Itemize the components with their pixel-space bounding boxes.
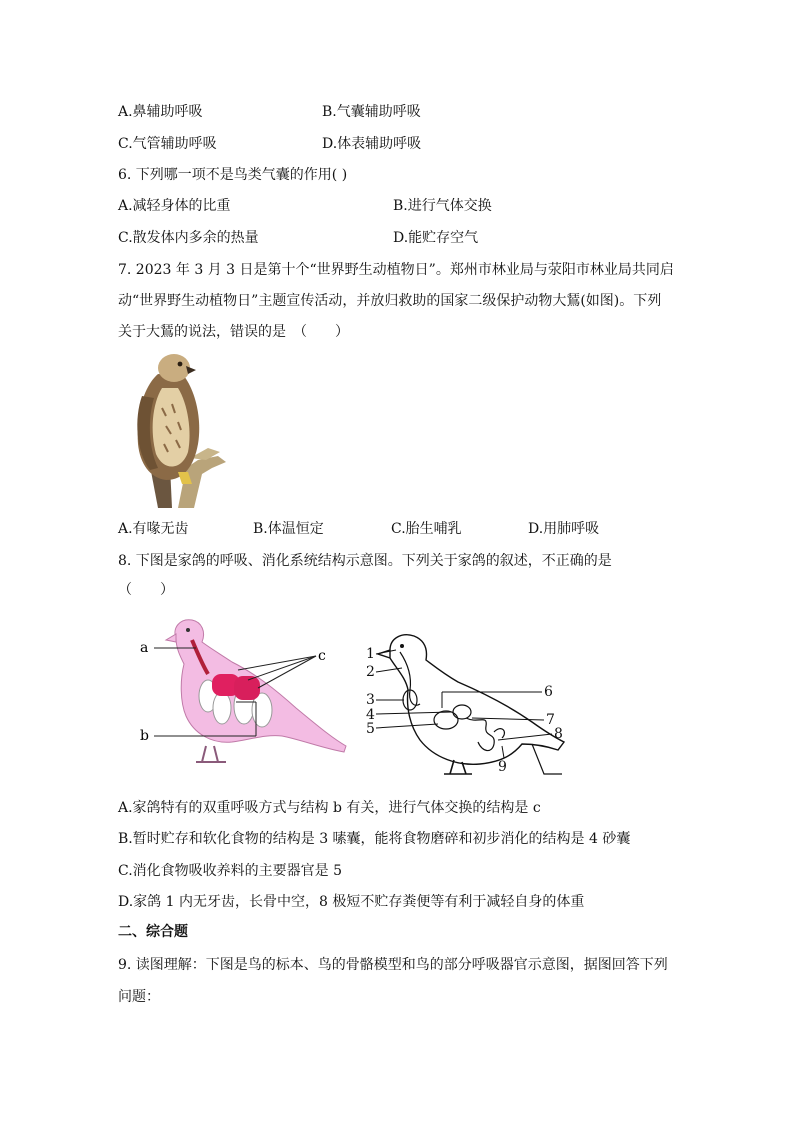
q7-option-a: A.有喙无齿 — [118, 521, 189, 537]
buzzard-image — [128, 348, 236, 508]
fig2-label-7: 7 — [546, 712, 555, 728]
fig2-label-8: 8 — [554, 726, 563, 742]
fig2-label-2: 2 — [366, 664, 375, 680]
fig2-label-4: 4 — [366, 707, 375, 723]
q8-stem-line1: 8. 下图是家鸽的呼吸、消化系统结构示意图。下列关于家鸽的叙述，不正确的是 — [118, 553, 612, 569]
q8-stem-line2: （ ） — [118, 582, 174, 598]
q8-option-b: B.暂时贮存和软化食物的结构是 3 嗉囊，能将食物磨碎和初步消化的结构是 4 砂囊 — [118, 831, 631, 847]
fig2-label-5: 5 — [366, 721, 375, 737]
q5-option-a: A.鼻辅助呼吸 — [118, 104, 203, 120]
fig2-label-1: 1 — [366, 646, 375, 662]
pigeon-respiratory-diagram — [136, 610, 350, 775]
q7-option-d: D.用肺呼吸 — [528, 521, 600, 537]
fig2-label-9: 9 — [498, 759, 507, 775]
q7-stem-line2: 动“世界野生动植物日”主题宣传活动，并放归救助的国家二级保护动物大鵟(如图)。下列 — [118, 293, 662, 309]
q5-option-c: C.气管辅助呼吸 — [118, 136, 217, 152]
q6-option-a: A.减轻身体的比重 — [118, 198, 231, 214]
fig1-label-b: b — [140, 728, 149, 744]
q5-option-d: D.体表辅助呼吸 — [322, 136, 422, 152]
q8-option-d: D.家鸽 1 内无牙齿，长骨中空，8 极短不贮存粪便等有利于减轻自身的体重 — [118, 894, 585, 910]
fig1-label-c: c — [318, 648, 326, 664]
section-title: 二、综合题 — [118, 924, 188, 940]
q7-stem-line3: 关于大鵟的说法，错误的是 （ ） — [118, 324, 349, 340]
fig2-label-3: 3 — [366, 692, 375, 708]
q7-stem-line1: 7. 2023 年 3 月 3 日是第十个“世界野生动植物日”。郑州市林业局与荥阳市林业局共同启 — [118, 262, 674, 278]
q8-option-c: C.消化食物吸收养料的主要器官是 5 — [118, 863, 343, 879]
q6-option-d: D.能贮存空气 — [393, 230, 479, 246]
q6-option-b: B.进行气体交换 — [393, 198, 492, 214]
q6-option-c: C.散发体内多余的热量 — [118, 230, 259, 246]
q9-stem-line1: 9. 读图理解：下图是鸟的标本、鸟的骨骼模型和鸟的部分呼吸器官示意图，据图回答下列 — [118, 957, 668, 973]
q5-option-b: B.气囊辅助呼吸 — [322, 104, 421, 120]
fig1-label-a: a — [140, 640, 149, 656]
q7-option-b: B.体温恒定 — [253, 521, 324, 537]
q7-option-c: C.胎生哺乳 — [391, 521, 462, 537]
fig2-label-6: 6 — [544, 684, 553, 700]
q8-option-a: A.家鸽特有的双重呼吸方式与结构 b 有关，进行气体交换的结构是 c — [118, 800, 541, 816]
pigeon-digestive-diagram — [362, 628, 572, 776]
q9-stem-line2: 问题： — [118, 989, 160, 1005]
q6-stem: 6. 下列哪一项不是鸟类气囊的作用( ) — [118, 167, 348, 183]
